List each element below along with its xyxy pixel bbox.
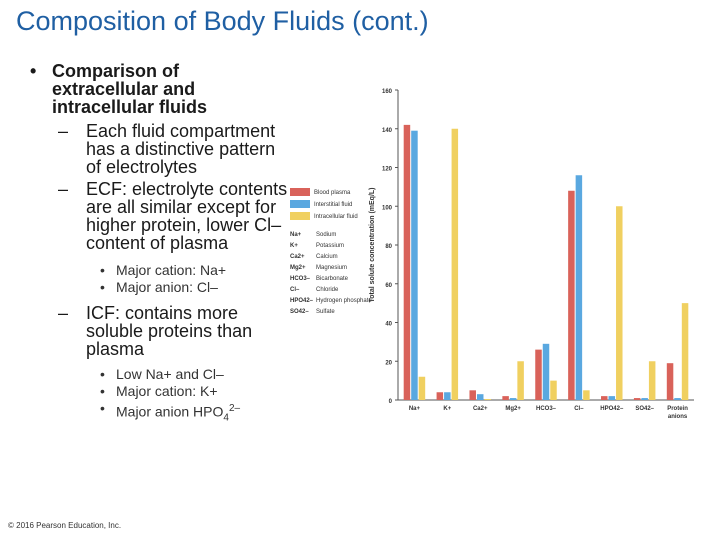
x-tick-label: SO42– bbox=[635, 406, 655, 412]
bar-plasma bbox=[634, 398, 641, 400]
bar-interstitial bbox=[411, 131, 418, 400]
abbrev-name: Bicarbonate bbox=[316, 276, 349, 282]
bar-intracellular bbox=[517, 361, 524, 400]
bar-interstitial bbox=[576, 175, 583, 400]
x-tick-label: Na+ bbox=[408, 406, 421, 412]
x-tick-label: Cl– bbox=[574, 406, 584, 412]
bar-intracellular bbox=[649, 361, 656, 400]
bar-plasma bbox=[568, 191, 575, 400]
bullet-comparison: • Comparison of extracellular and intracellular fluids bbox=[28, 62, 290, 116]
bar-intracellular bbox=[452, 129, 459, 400]
bar-intracellular bbox=[484, 399, 491, 400]
legend-swatch bbox=[290, 200, 310, 208]
bar-plasma bbox=[437, 392, 444, 400]
x-tick-label: Ca2+ bbox=[472, 406, 488, 412]
bar-intracellular bbox=[616, 206, 623, 400]
abbrev-symbol: Cl– bbox=[290, 287, 300, 293]
legend-label: Intracellular fluid bbox=[314, 214, 358, 220]
abbrev-symbol: K+ bbox=[290, 243, 298, 249]
abbrev-name: Calcium bbox=[316, 254, 338, 260]
y-tick-label: 40 bbox=[385, 321, 392, 328]
bar-plasma bbox=[601, 396, 608, 400]
bar-plasma bbox=[469, 390, 476, 400]
abbrev-symbol: Mg2+ bbox=[290, 265, 306, 271]
sub-bullet-pattern: – Each fluid compartment has a distinctive pattern of electrolytes bbox=[58, 122, 290, 176]
y-tick-label: 140 bbox=[381, 127, 392, 134]
bar-interstitial bbox=[477, 394, 484, 400]
x-tick-label: Protein bbox=[667, 406, 688, 412]
legend-label: Interstitial fluid bbox=[314, 202, 353, 208]
bar-interstitial bbox=[510, 398, 516, 400]
x-tick-label: K+ bbox=[443, 406, 452, 412]
abbrev-name: Potassium bbox=[316, 243, 345, 249]
abbrev-symbol: HCO3– bbox=[290, 276, 311, 282]
bar-intracellular bbox=[682, 303, 689, 400]
bar-interstitial bbox=[444, 392, 451, 400]
abbrev-symbol: SO42– bbox=[290, 309, 309, 315]
chart-svg bbox=[286, 80, 700, 425]
legend-swatch bbox=[290, 212, 310, 220]
abbrev-symbol: Ca2+ bbox=[290, 254, 305, 260]
slide-title: Composition of Body Fluids (cont.) bbox=[16, 6, 429, 36]
abbrev-name: Hydrogen phosphate bbox=[316, 298, 372, 304]
bullet-list bbox=[28, 62, 290, 426]
bar-intracellular bbox=[583, 390, 590, 400]
bar-intracellular bbox=[419, 377, 426, 400]
legend-label: Blood plasma bbox=[314, 190, 351, 196]
electrolyte-chart bbox=[286, 80, 700, 425]
bar-interstitial bbox=[674, 398, 681, 400]
point-icf-cation: • Major cation: K+ bbox=[100, 383, 290, 400]
abbrev-name: Chloride bbox=[316, 287, 339, 293]
y-tick-label: 0 bbox=[388, 399, 392, 405]
point-ecf-cation: • Major cation: Na+ bbox=[100, 262, 290, 279]
bar-intracellular bbox=[550, 381, 557, 400]
legend-swatch bbox=[290, 188, 310, 196]
y-tick-label: 160 bbox=[381, 89, 392, 95]
sub-bullet-icf: – ICF: contains more soluble proteins than plasma bbox=[58, 304, 290, 358]
y-tick-label: 100 bbox=[381, 205, 392, 212]
bar-plasma bbox=[667, 363, 674, 400]
point-icf-anion: • Major anion $HPO_4^{2-}$ bbox=[100, 400, 290, 426]
bar-interstitial bbox=[543, 344, 550, 400]
y-tick-label: 60 bbox=[385, 282, 392, 289]
copyright-footer: © 2016 Pearson Education, Inc. bbox=[8, 521, 122, 530]
point-ecf-anion: • Major anion: Cl– bbox=[100, 279, 290, 296]
bar-interstitial bbox=[609, 396, 616, 400]
y-tick-label: 80 bbox=[385, 244, 392, 250]
abbrev-name: Sodium bbox=[316, 232, 337, 238]
y-tick-label: 120 bbox=[381, 166, 392, 173]
x-tick-label-line2: anions bbox=[667, 414, 688, 420]
bar-interstitial bbox=[641, 398, 648, 400]
abbrev-name: Sulfate bbox=[316, 309, 335, 315]
abbrev-name: Magnesium bbox=[316, 265, 348, 271]
x-tick-label: HPO42– bbox=[600, 406, 624, 412]
abbrev-symbol: Na+ bbox=[290, 232, 302, 238]
bar-plasma bbox=[535, 350, 542, 400]
sub-bullet-ecf: – ECF: electrolyte contents are all similar except for higher protein, lower Cl– content of plasma bbox=[58, 180, 290, 252]
bar-plasma bbox=[502, 396, 509, 400]
x-tick-label: Mg2+ bbox=[505, 406, 521, 412]
abbrev-symbol: HPO42– bbox=[290, 298, 314, 304]
point-icf-low: • Low Na+ and Cl– bbox=[100, 366, 290, 383]
bar-plasma bbox=[404, 125, 411, 400]
y-tick-label: 20 bbox=[385, 360, 392, 367]
x-tick-label: HCO3– bbox=[535, 406, 557, 412]
y-axis-label: Total solute concentration (mEq/L) bbox=[369, 187, 376, 303]
